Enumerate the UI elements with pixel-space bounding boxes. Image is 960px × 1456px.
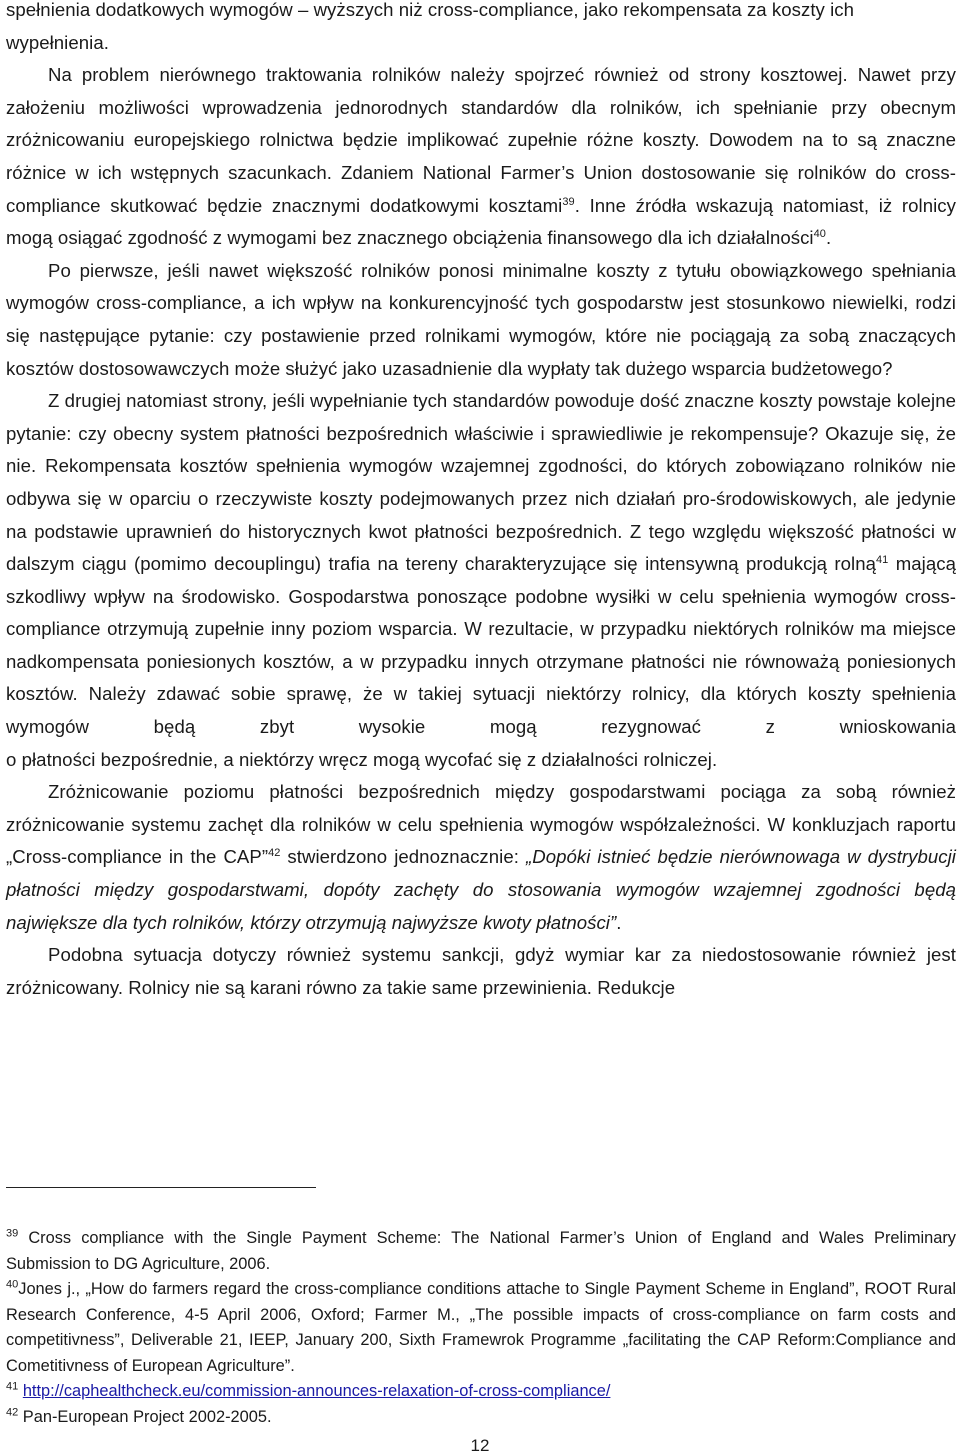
paragraph-text: mającą szkodliwy wpływ na środowisko. Gospodarstwa ponoszące podobne wysiłki w celu spełnienia wymogów cross-compliance otrzymują zupełnie inny poziom wsparcia. W rezultacie, w przypadku niektórych rolników ma miejsce nadkompensata poniesionych kosztów, a w przypadku innych otrzymane płatności nie równoważą poniesionych kosztów. Należy zdawać sobie sprawę, że w takiej sytuacji niektórzy rolnicy, dla których koszty spełnienia wymogów będą zbyt wysokie mogą rezygnować z wnioskowania (6, 553, 956, 738)
paragraph-first-question: Po pierwsze, jeśli nawet większość rolników ponosi minimalne koszty z tytułu obowiązkowego spełniania wymogów cross-compliance, a ich wpływ na konkurencyjność tych gospodarstw jest stosunkowo niewielki, rodzi się następujące pytanie: czy postawienie przed rolnikami wymogów, które nie pociągają za sobą znaczących kosztów dostosowawczych może służyć jako uzasadnienie dla wypłaty tak dużego wsparcia budżetowego? (6, 259, 956, 379)
paragraph-incentives (6, 776, 956, 939)
paragraph-text: Zróżnicowanie poziomu płatności bezpośrednich między gospodarstwami pociąga za sobą również zróżnicowanie systemu zachęt dla rolników w celu spełnienia wymogów współzależności. W konkluzjach raportu „Cross-compliance in the CAP” (6, 781, 956, 868)
footnote-ref-42[interactable]: 42 (268, 847, 281, 860)
footnote-number: 41 (6, 1380, 19, 1393)
footnote-number: 39 (6, 1227, 19, 1240)
paragraph-text: . (825, 227, 832, 249)
footnote-ref-40[interactable]: 40 (813, 227, 826, 240)
footnote-text: Jones j., „How do farmers regard the cross-compliance conditions attache to Single Payment Scheme in England”, ROOT Rural Research Conference, 4-5 April 2006, Oxford; Farmer M., „The possible impacts of cross-compliance on farm costs and competitivness”, Deliverable 21, IEEP, January 200, Sixth Framewrok Programme „facilitating the CAP Reform:Compliance and Cometitivness of European Agriculture”. (6, 1280, 956, 1375)
paragraph-line: spełnienia dodatkowych wymogów – wyższych niż cross-compliance, jako rekompensata za koszty ich (6, 0, 855, 20)
footnote-text: Cross compliance with the Single Payment Scheme: The National Farmer’s Union of England and Wales Preliminary Submission to DG Agriculture, 2006. (6, 1229, 956, 1273)
footnote-ref-41[interactable]: 41 (876, 553, 889, 566)
paragraph-text: . (616, 911, 622, 933)
paragraph-text: Na problem nierównego traktowania rolników należy spojrzeć również od strony kosztowej. Nawet przy założeniu możliwości wprowadzenia jednorodnych standardów dla rolników, ich spełnianie przy obecnym zróżnicowaniu europejskiego rolnictwa będzie implikować zupełnie różne koszty. Dowodem na to są znaczne różnice w ich wstępnych szacunkach. Zdaniem National Farmer’s Union dostosowanie się rolników do cross-compliance skutkować będzie znacznymi dodatkowymi kosztami (6, 64, 956, 216)
report-quote: „Dopóki istnieć będzie nierównowaga w dystrybucji płatności między gospodarstwami, dopóty zachęty do stosowania wymogów wzajemnej zgodności będą największe dla tych rolników, którzy otrzymują najwyższe kwoty płatności” (6, 846, 956, 933)
paragraph-text: Z drugiej natomiast strony, jeśli wypełnianie tych standardów powoduje dość znaczne koszty powstaje kolejne pytanie: czy obecny system płatności bezpośrednich właściwie i sprawiedliwie je rekompensuje? Okazuje się, że nie. Rekompensata kosztów spełnienia wymogów wzajemnej zgodności, do których zobowiązano rolników nie odbywa się w oparciu o rzeczywiste koszty podejmowanych przez nich działań pro-środowiskowych, ale jedynie na podstawie uprawnień do historycznych kwot płatności bezpośrednich. Z tego względu większość płatności w dalszym ciągu (pomimo decouplingu) trafia na tereny charakteryzujące się intensywną produkcją rolną (6, 390, 956, 575)
footnote-41 (6, 1379, 956, 1405)
paragraph-second-question-end: o płatności bezpośrednie, a niektórzy wręcz mogą wycofać się z działalności rolniczej. (6, 748, 718, 770)
paragraph-text: . Inne źródła wskazują natomiast, iż rolnicy mogą osiągać zgodność z wymogami bez znacznego obciążenia finansowego dla ich działalności (6, 194, 956, 249)
paragraph-second-question (6, 385, 956, 744)
footnote-number: 42 (6, 1406, 19, 1419)
paragraph-sanctions: Podobna sytuacja dotyczy również systemu sankcji, gdyż wymiar kar za niedostosowanie również jest zróżnicowany. Rolnicy nie są karani równo za takie same przewinienia. Redukcje (6, 944, 956, 998)
footnotes (6, 1226, 956, 1430)
paragraph-cost-perspective (6, 59, 956, 255)
page-number: 12 (470, 1436, 490, 1455)
paragraph-continuation (6, 0, 956, 59)
footnote-text: Pan-European Project 2002-2005. (18, 1407, 272, 1426)
footnote-number: 40 (6, 1278, 19, 1291)
footnote-link[interactable]: http://caphealthcheck.eu/commission-announces-relaxation-of-cross-compliance/ (22, 1382, 611, 1400)
footnote-40 (6, 1277, 956, 1379)
footnote-39 (6, 1226, 956, 1277)
paragraph-line: wypełnienia. (6, 31, 109, 53)
footnote-42 (6, 1405, 956, 1431)
footnote-separator (6, 1187, 316, 1188)
document-page (6, 0, 956, 1004)
paragraph-text: stwierdzono jednoznacznie: (280, 846, 526, 868)
footnote-ref-39[interactable]: 39 (562, 195, 575, 208)
